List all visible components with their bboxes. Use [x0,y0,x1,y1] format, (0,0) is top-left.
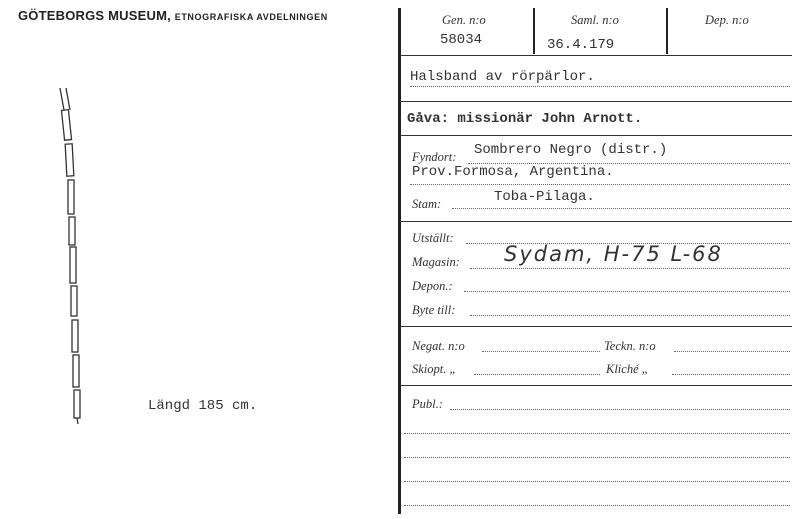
negat-label: Negat. n:o [412,339,465,353]
gen-value: 58034 [440,32,483,48]
length-note: Längd 185 cm. [148,398,258,414]
rule-gift [400,135,792,136]
magasin-label: Magasin: [412,255,460,269]
card-left-border [398,8,401,514]
saml-label: Saml. n:o [571,13,619,27]
kliche-label: Kliché „ [606,362,649,376]
dotted-line [470,268,790,269]
dotted-line [482,351,600,352]
fyndort-label: Fyndort: [412,150,457,164]
dep-label: Dep. n:o [705,13,749,27]
utstallt-label: Utställt: [412,231,454,245]
divider-gen-saml [533,8,535,54]
rule-title [400,101,792,102]
fyndort-line2: Prov.Formosa, Argentina. [412,164,614,180]
divider-saml-dep [666,8,668,54]
stam-value: Toba-Pilaga. [494,189,595,205]
dotted-line [404,433,790,434]
museum-name: GÖTEBORGS MUSEUM, [18,8,171,23]
fyndort-line1: Sombrero Negro (distr.) [474,142,668,158]
dotted-line [470,315,790,316]
dotted-line [672,374,790,375]
department-name: ETNOGRAFISKA AVDELNINGEN [174,12,328,22]
dotted-line [410,86,790,87]
depon-label: Depon.: [412,279,453,293]
rule-storage [400,326,792,327]
dotted-line [674,351,790,352]
dotted-line [404,481,790,482]
dotted-line [464,291,790,292]
dotted-line [452,208,790,209]
dotted-line [410,184,790,185]
saml-value: 36.4.179 [547,37,615,53]
dotted-line [450,409,790,410]
gen-label: Gen. n:o [442,13,486,27]
object-title: Halsband av rörpärlor. [410,69,595,85]
publ-label: Publ.: [412,397,443,411]
dotted-line [404,457,790,458]
magasin-value: Sydam, H-75 L-68 [504,242,723,266]
stam-label: Stam: [412,197,442,211]
museum-header [18,8,328,23]
rule-stam [400,221,792,222]
dotted-line [474,374,600,375]
teckn-label: Teckn. n:o [604,339,656,353]
skiopt-label: Skiopt. „ [412,362,457,376]
necklace-drawing [40,80,100,425]
byte-label: Byte till: [412,303,456,317]
dotted-line [404,505,790,506]
gift-text: Gåva: missionär John Arnott. [407,111,643,127]
rule-negat [400,385,792,386]
rule-top [400,55,792,56]
